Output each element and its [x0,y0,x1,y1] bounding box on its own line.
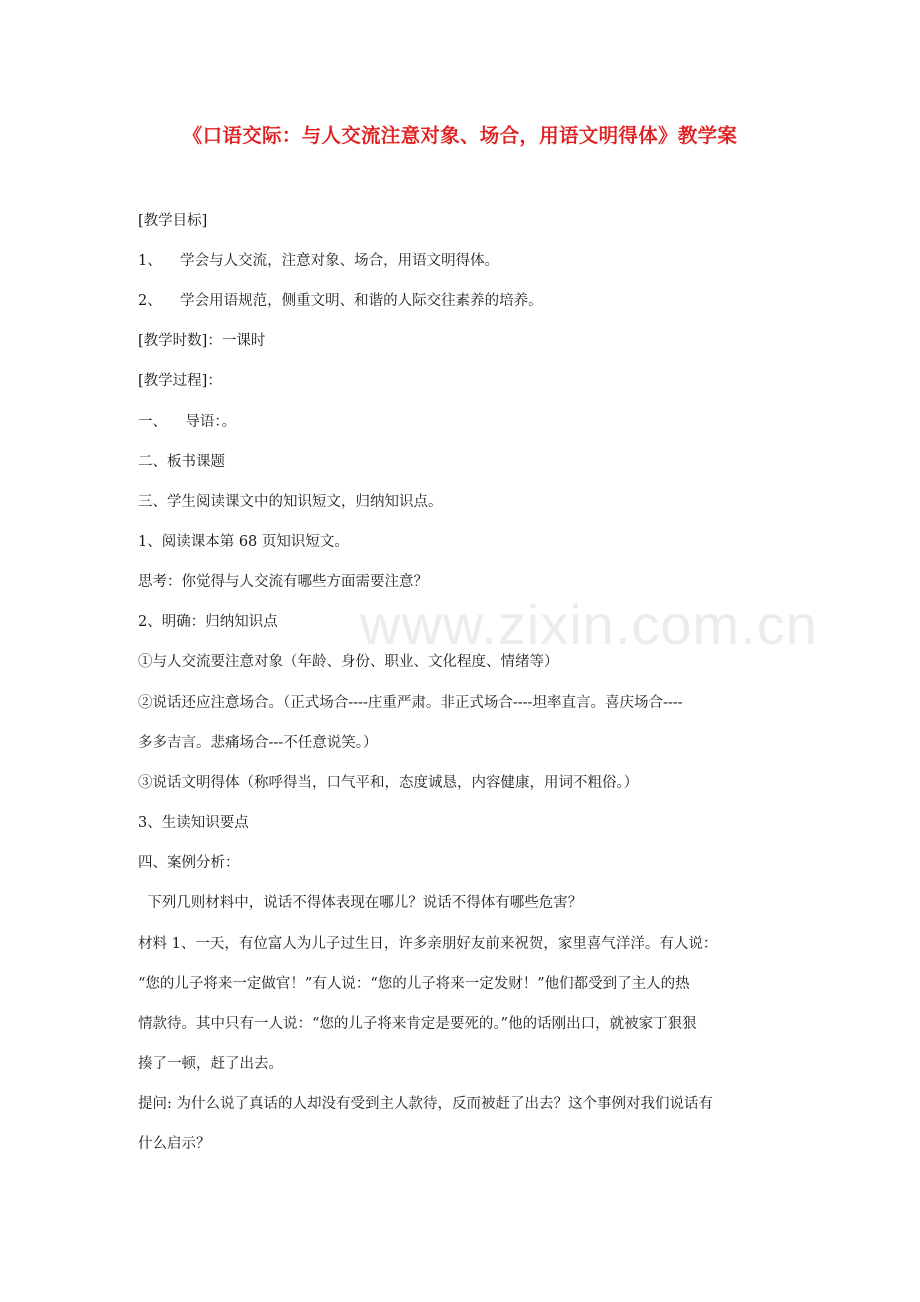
paragraph: 1、阅读课本第 68 页知识短文。 [138,534,349,550]
paragraph: ①与人交流要注意对象（年龄、身份、职业、文化程度、情绪等） [138,654,559,670]
paragraph: 2、明确：归纳知识点 [138,614,278,630]
paragraph: 下列几则材料中，说话不得体表现在哪儿？说话不得体有哪些危害？ [138,895,583,911]
objective-item: 2、 学会用语规范，侧重文明、和谐的人际交往素养的培养。 [138,293,543,309]
paragraph: 提问: 为什么说了真话的人却没有受到主人款待，反而被赶了出去？这个事例对我们说话有 [138,1096,713,1112]
paragraph: 二、板书课题 [138,454,225,470]
paragraph: 四、案例分析： [138,855,240,871]
paragraph: “您的儿子将来一定做官！”有人说：“您的儿子将来一定发财！”他们都受到了主人的热 [138,976,690,992]
paragraph: 材料 1、一天，有位富人为儿子过生日，许多亲朋好友前来祝贺，家里喜气洋洋。有人说： [138,936,718,952]
paragraph: ②说话还应注意场合。（正式场合----庄重严肃。非正式场合----坦率直言。喜庆场合---- [138,695,683,711]
watermark: www.zixin.com.cn [360,593,818,656]
document-title: 《口语交际：与人交流注意对象、场合，用语文明得体》教学案 [182,124,738,147]
paragraph: 情款待。其中只有一人说：“您的儿子将来肯定是要死的。”他的话刚出口，就被家丁狠狠 [138,1016,697,1032]
paragraph: 什么启示？ [138,1136,211,1152]
section-heading-process: [教学过程]： [138,373,222,389]
paragraph: 3、生读知识要点 [138,815,249,831]
paragraph: 思考：你觉得与人交流有哪些方面需要注意？ [138,574,428,590]
paragraph: ③说话文明得体（称呼得当，口气平和，态度诚恳，内容健康，用词不粗俗。） [138,775,639,791]
section-heading-duration: [教学时数]：一课时 [138,333,266,349]
paragraph: 三、学生阅读课文中的知识短文，归纳知识点。 [138,494,443,510]
paragraph: 多多吉言。悲痛场合---不任意说笑。） [138,735,378,751]
paragraph: 揍了一顿，赶了出去。 [138,1056,283,1072]
section-heading-objectives: [教学目标] [138,213,208,229]
objective-item: 1、 学会与人交流，注意对象、场合，用语文明得体。 [138,253,500,269]
paragraph: 一、 导语：。 [138,414,237,430]
